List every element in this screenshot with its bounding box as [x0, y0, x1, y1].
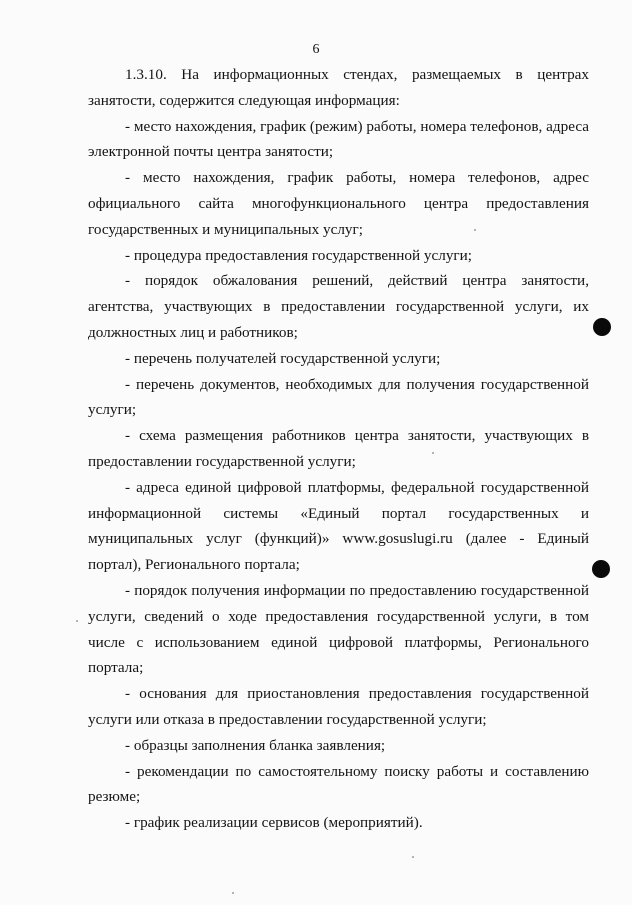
- paragraph-1-3-10: 1.3.10. На информационных стендах, размещаемых в центрах занятости, содержится следующая информация:: [88, 66, 589, 109]
- list-item-location-schedule: - место нахождения, график (режим) работы, номера телефонов, адреса электронной почты центра занятости;: [88, 117, 589, 161]
- list-item-suspension-grounds: - основания для приостановления предоставления государственной услуги или отказа в предоставлении государственной услуги;: [88, 685, 589, 728]
- punch-hole-bottom: [592, 560, 610, 578]
- scan-speck: [76, 620, 78, 622]
- document-body: [88, 62, 589, 836]
- punch-hole-top: [593, 318, 611, 336]
- list-item-recipients: - перечень получателей государственной услуги;: [125, 349, 441, 367]
- list-item-application-samples: - образцы заполнения бланка заявления;: [125, 736, 386, 754]
- list-item-procedure: - процедура предоставления государственной услуги;: [125, 246, 473, 264]
- list-item-mfc-info: - место нахождения, график работы, номера телефонов, адрес официального сайта многофункционального центра предоставления государственных и муниципальных услуг;: [88, 169, 589, 238]
- list-item-portal-addresses: - адреса единой цифровой платформы, федеральной государственной информационной системы «Единый портал государственных и муниципальных услуг (функций)» www.gosuslugi.ru (далее - Единый портал), Регионального портала;: [88, 478, 589, 574]
- scan-speck: [432, 452, 434, 454]
- list-item-documents: - перечень документов, необходимых для получения государственной услуги;: [88, 375, 589, 419]
- list-item-job-search-tips: - рекомендации по самостоятельному поиску работы и составлению резюме;: [88, 762, 589, 806]
- list-item-information-procedure: - порядок получения информации по предоставлению государственной услуги, сведений о ходе предоставления государственной услуги, в том числе с использованием единой цифровой платформы, Регионального портала;: [88, 581, 589, 677]
- list-item-appeal-procedure: - порядок обжалования решений, действий центра занятости, агентства, участвующих в предоставлении государственной услуги, их должностных лиц и работников;: [88, 272, 589, 341]
- scan-speck: [412, 856, 414, 858]
- list-item-staff-layout: - схема размещения работников центра занятости, участвующих в предоставлении государственной услуги;: [88, 427, 589, 470]
- scan-speck: [232, 892, 234, 894]
- list-item-services-schedule: - график реализации сервисов (мероприятий).: [125, 814, 423, 832]
- page-number: 6: [312, 42, 320, 57]
- scan-speck: [474, 229, 476, 231]
